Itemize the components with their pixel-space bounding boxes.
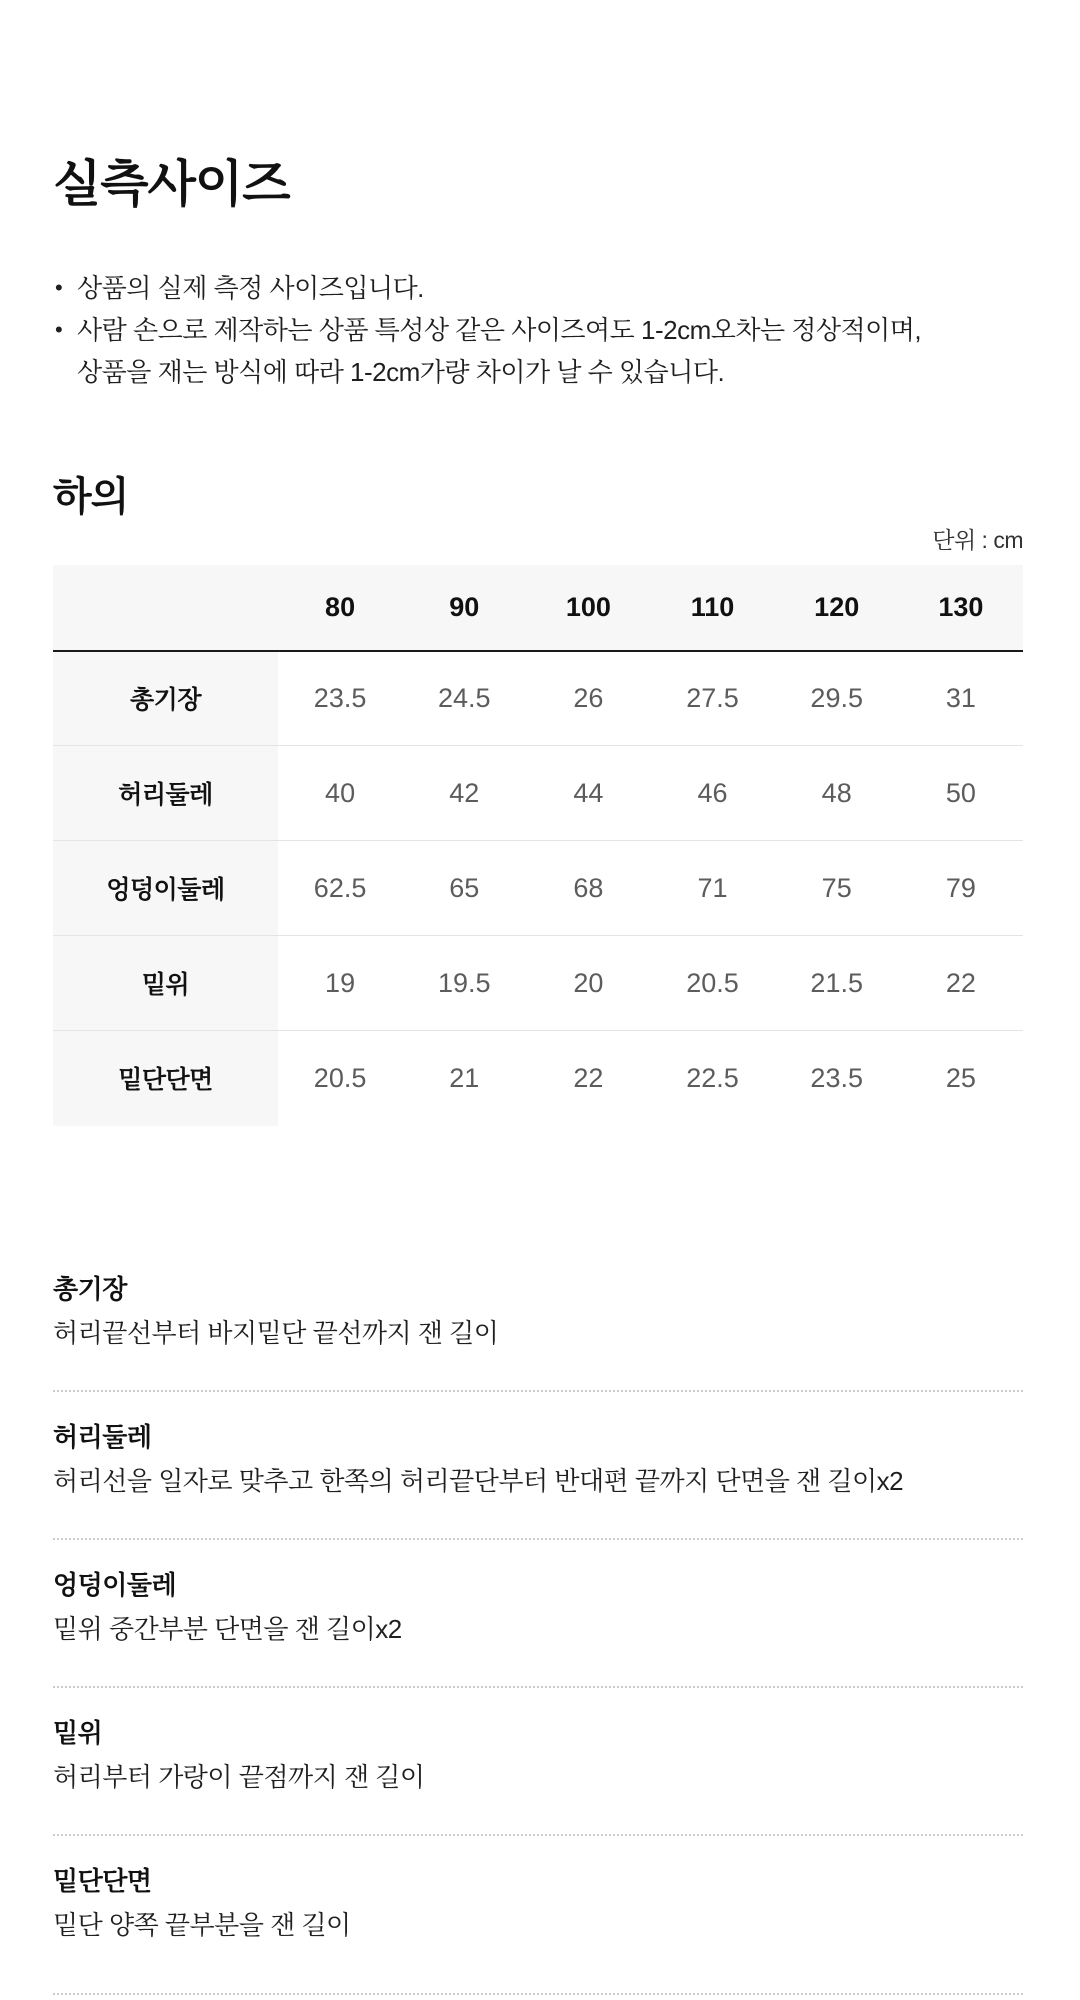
measurement-value-cell: 31 (899, 651, 1023, 746)
measurement-value-cell: 42 (402, 746, 526, 841)
row-label-cell: 허리둘레 (53, 746, 278, 841)
row-label-cell: 밑위 (53, 936, 278, 1031)
measurement-value-cell: 20.5 (650, 936, 774, 1031)
definition-term: 밑위 (53, 1717, 103, 1748)
measurement-value-cell: 62.5 (278, 841, 402, 936)
measurement-value-cell: 22 (899, 936, 1023, 1031)
measurement-value-cell: 27.5 (650, 651, 774, 746)
measurement-value-cell: 22.5 (650, 1031, 774, 1126)
measurement-value-cell: 26 (526, 651, 650, 746)
measurement-value-cell: 68 (526, 841, 650, 936)
row-label-cell: 엉덩이둘레 (53, 841, 278, 936)
row-label-cell: 총기장 (53, 651, 278, 746)
measurement-value-cell: 50 (899, 746, 1023, 841)
table-row (53, 841, 1023, 936)
size-table (53, 565, 1023, 1126)
unit-label: 단위 : cm (932, 526, 1023, 553)
measurement-value-cell: 44 (526, 746, 650, 841)
table-row (53, 1031, 1023, 1126)
bottom-divider (53, 1993, 1023, 1995)
size-table-corner-cell (53, 565, 278, 651)
definition-term: 허리둘레 (53, 1421, 152, 1452)
measurement-value-cell: 25 (899, 1031, 1023, 1126)
definition-description: 밑단 양쪽 끝부분을 잰 길이 (53, 1909, 351, 1940)
measurement-value-cell: 20 (526, 936, 650, 1031)
note-line: • 상품의 실제 측정 사이즈입니다. (77, 272, 424, 303)
measurement-value-cell: 40 (278, 746, 402, 841)
note-item (53, 267, 1023, 309)
measurement-value-cell: 79 (899, 841, 1023, 936)
note-line: • 사람 손으로 제작하는 상품 특성상 같은 사이즈여도 1-2cm오차는 정상적이며, (77, 314, 922, 345)
table-row (53, 746, 1023, 841)
definition-term: 밑단단면 (53, 1865, 152, 1896)
note-item (53, 309, 1023, 393)
definition-description: 허리선을 일자로 맞추고 한쪽의 허리끝단부터 반대편 끝까지 단면을 잰 길이x2 (53, 1465, 904, 1496)
measurement-value-cell: 75 (775, 841, 899, 936)
measurement-value-cell: 19 (278, 936, 402, 1031)
size-column-header: 120 (775, 565, 899, 651)
section-heading-bottoms: 하의 (53, 474, 129, 519)
measurement-definitions (53, 1244, 1023, 1982)
page-title: 실측사이즈 (53, 156, 290, 212)
measurement-value-cell: 23.5 (775, 1031, 899, 1126)
measurement-value-cell: 19.5 (402, 936, 526, 1031)
row-label-cell: 밑단단면 (53, 1031, 278, 1126)
size-column-header: 80 (278, 565, 402, 651)
measurement-value-cell: 21.5 (775, 936, 899, 1031)
definition-term: 엉덩이둘레 (53, 1569, 177, 1600)
measurement-value-cell: 24.5 (402, 651, 526, 746)
size-column-header: 90 (402, 565, 526, 651)
measurement-value-cell: 48 (775, 746, 899, 841)
definition-block (53, 1540, 1023, 1686)
size-column-header: 110 (650, 565, 774, 651)
notes-list (53, 267, 1023, 393)
definition-term: 총기장 (53, 1273, 127, 1304)
definition-block (53, 1392, 1023, 1538)
definition-description: 밑위 중간부분 단면을 잰 길이x2 (53, 1613, 402, 1644)
definition-block (53, 1836, 1023, 1982)
size-table-body (53, 651, 1023, 1126)
size-table-header-row (53, 565, 1023, 651)
measurement-value-cell: 71 (650, 841, 774, 936)
note-line: 상품을 재는 방식에 따라 1-2cm가량 차이가 날 수 있습니다. (77, 356, 725, 387)
table-row (53, 936, 1023, 1031)
measurement-value-cell: 20.5 (278, 1031, 402, 1126)
measurement-value-cell: 23.5 (278, 651, 402, 746)
definition-block (53, 1244, 1023, 1390)
definition-block (53, 1688, 1023, 1834)
measurement-value-cell: 22 (526, 1031, 650, 1126)
measurement-value-cell: 21 (402, 1031, 526, 1126)
measurement-value-cell: 65 (402, 841, 526, 936)
definition-description: 허리끝선부터 바지밑단 끝선까지 잰 길이 (53, 1317, 499, 1348)
definition-description: 허리부터 가랑이 끝점까지 잰 길이 (53, 1761, 425, 1792)
table-row (53, 651, 1023, 746)
size-column-header: 100 (526, 565, 650, 651)
measurement-value-cell: 46 (650, 746, 774, 841)
size-column-header: 130 (899, 565, 1023, 651)
size-table-header (53, 565, 1023, 651)
measurement-value-cell: 29.5 (775, 651, 899, 746)
